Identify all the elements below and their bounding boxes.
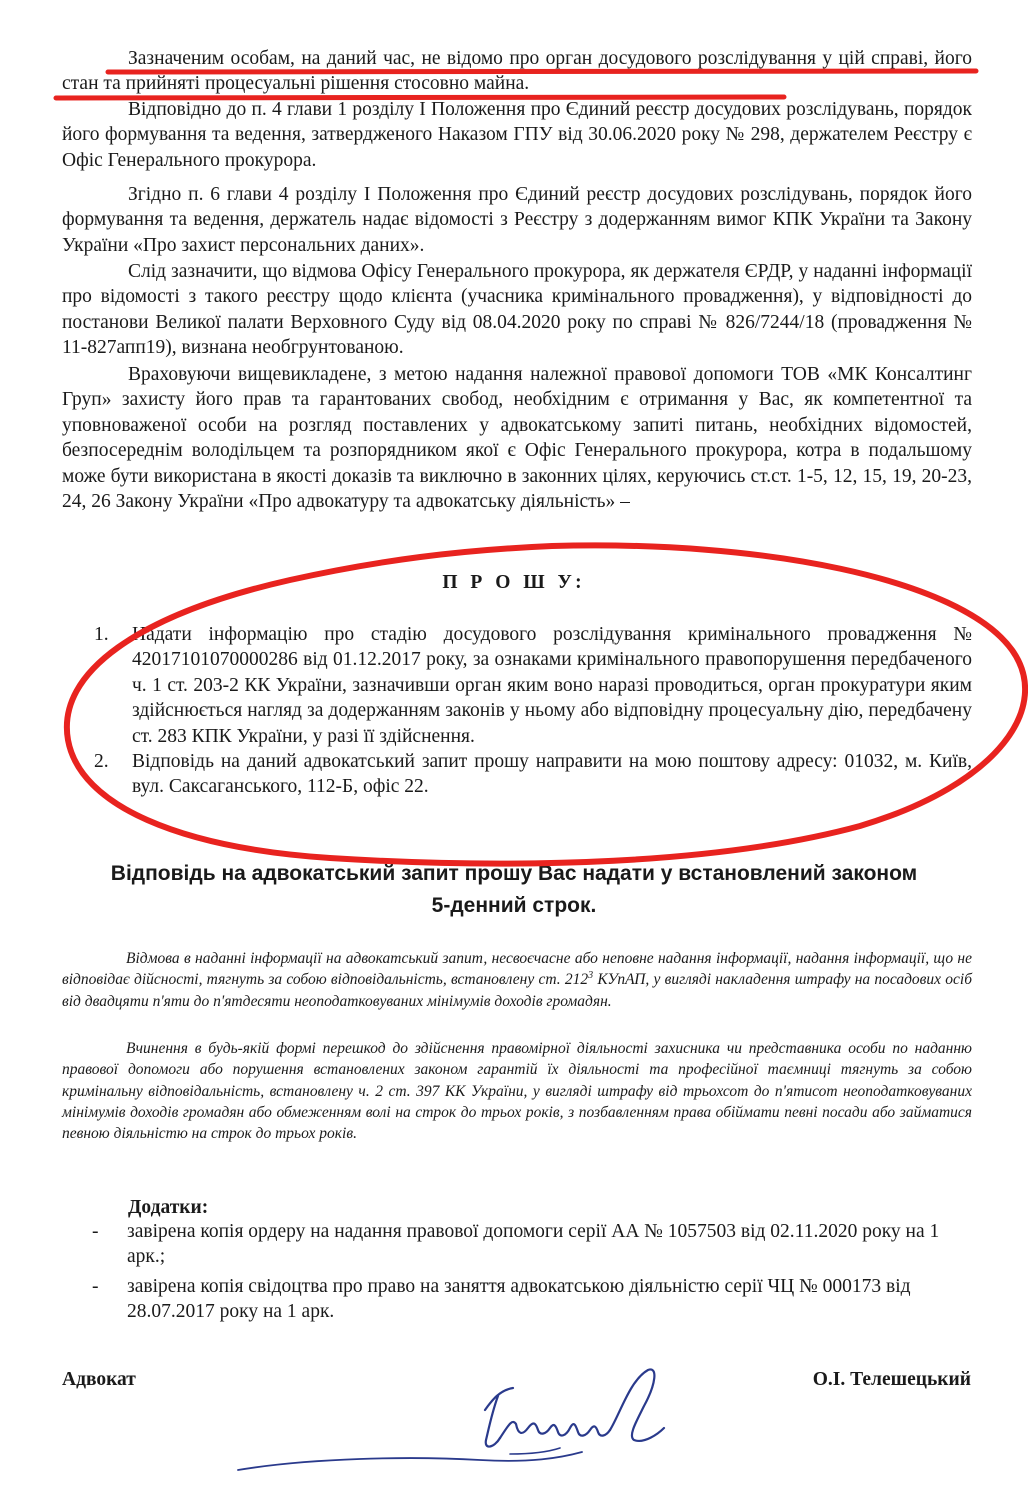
request-item-number: 1. (94, 624, 109, 645)
appendix-list (62, 1219, 972, 1329)
request-item-text: Відповідь на даний адвокатський запит прошу направити на мою поштову адресу: 01032, м. Київ, вул. Саксаганського, 112-Б, офіс 22. (132, 751, 972, 798)
request-item (62, 749, 972, 800)
request-item-text: Надати інформацію про стадію досудового розслідування кримінального провадження № 42017101070000286 від 01.12.2017 року, за ознаками кримінального правопорушення передбаченого ч. 1 ст. 203-2 КК України, зазначивши орган яким воно наразі проводиться, орган прокуратури яким здійснюється нагляд за додержанням законів у ньому або відповідну процесуальну дію, передбачену ст. 283 КПК України, у разі її здійснення. (132, 624, 972, 747)
request-item-number: 2. (94, 751, 109, 773)
appendix-item (62, 1274, 972, 1325)
paragraph-registry-holder: Відповідно до п. 4 глави 1 розділу І Положення про Єдиний реєстр досудових розслідувань, порядок його формування та ведення, затвердженого Наказом ГПУ від 30.06.2020 року № 298, держателем Реєстру є Офіс Генерального прокурора. (62, 99, 972, 171)
appendix-item-text: завірена копія свідоцтва про право на заняття адвокатською діяльністю серії ЧЦ № 000173 від 28.07.2017 року на 1 арк. (127, 1275, 911, 1323)
request-list (62, 622, 972, 800)
signatory-role: Адвокат (62, 1369, 136, 1390)
appendix-item (62, 1219, 972, 1270)
signatory-name: О.І. Телешецький (812, 1369, 971, 1390)
appendix-dash: - (92, 1221, 99, 1242)
request-item (62, 622, 972, 749)
warning-criminal: Вчинення в будь-якій формі перешкод до здійснення правомірної діяльності захисника чи представника особи по наданню правової допомоги або порушення встановлених законом гарантій їх діяльності та професійної таємниці тягнуть за собою кримінальну відповідальність, встановлену ч. 2 ст. 397 КК України, у вигляді штрафу від трьохсот до п'ятисот неоподатковуваних мінімумів доходів громадян або обмеженням волі на строк до трьох років, з позбавленням права обіймати певні посади або займатися певною діяльністю на строк до трьох років. (62, 1040, 972, 1143)
appendix-item-text: завірена копія ордеру на надання правової допомоги серії АА № 1057503 від 02.11.2020 року на 1 арк.; (127, 1221, 940, 1268)
request-heading: П Р О Ш У: (442, 572, 586, 593)
paragraph-supreme-court: Слід зазначити, що відмова Офісу Генерального прокурора, як держателя ЄРДР, у наданні інформації про відомості з такого реєстру щодо клієнта (учасника кримінального провадження), у відповідності до постанови Великої палати Верховного Суду від 08.04.2020 року по справі № 826/7244/18 (провадження № 11-827апп19), визнана необгрунтованою. (62, 261, 972, 359)
appendix-title: Додатки: (128, 1197, 209, 1218)
deadline-statement: Відповідь на адвокатський запит прошу Вас надати у встановлений законом 5-денний строк. (110, 862, 918, 917)
handwritten-signature (230, 1340, 710, 1480)
paragraph-request-basis: Враховуючи вищевикладене, з метою надання належної правової допомоги ТОВ «МК Консалтинг Груп» захисту його прав та гарантованих свобод, необхідним є отримання у Вас, як компетентної та уповноваженої особи на розгляд поставлених у адвокатському запиті питань, необхідних відомостей, безпосереднім володільцем та розпорядником якої є Офіс Генерального прокурора, котра в подальшому може бути використана в якості доказів та виключно в законних цілях, керуючись ст.ст. 1-5, 12, 15, 19, 20-23, 24, 26 Закону України «Про адвокатуру та адвокатську діяльність» – (62, 364, 972, 513)
warning-administrative (62, 948, 972, 1012)
paragraph-unknown-authority: Зазначеним особам, на даний час, не відомо про орган досудового розслідування у цій справі, його стан та прийняті процесуальні рішення стосовно майна. (62, 48, 972, 95)
warning-administrative-part1: Відмова в наданні інформації на адвокатський запит, несвоєчасне або неповне надання інформації, надання інформації, що не відповідає дійсності, тягнуть за собою відповідальність, встановлену ст. 212 (62, 950, 972, 989)
paragraph-registry-provision: Згідно п. 6 глави 4 розділу І Положення про Єдиний реєстр досудових розслідувань, порядок його формування та ведення, держатель надає відомості з Реєстру з додержанням вимог КПК України та Закону України «Про захист персональних даних». (62, 184, 972, 256)
warning-article-superscript: 3 (588, 970, 594, 982)
appendix-dash: - (92, 1275, 99, 1297)
warning-administrative-part2: КУпАП, у вигляді накладення штрафу на посадових осіб від двадцяти п'яти до п'ятдесяти неоподатковуваних мінімумів доходів громадян. (62, 971, 972, 1010)
